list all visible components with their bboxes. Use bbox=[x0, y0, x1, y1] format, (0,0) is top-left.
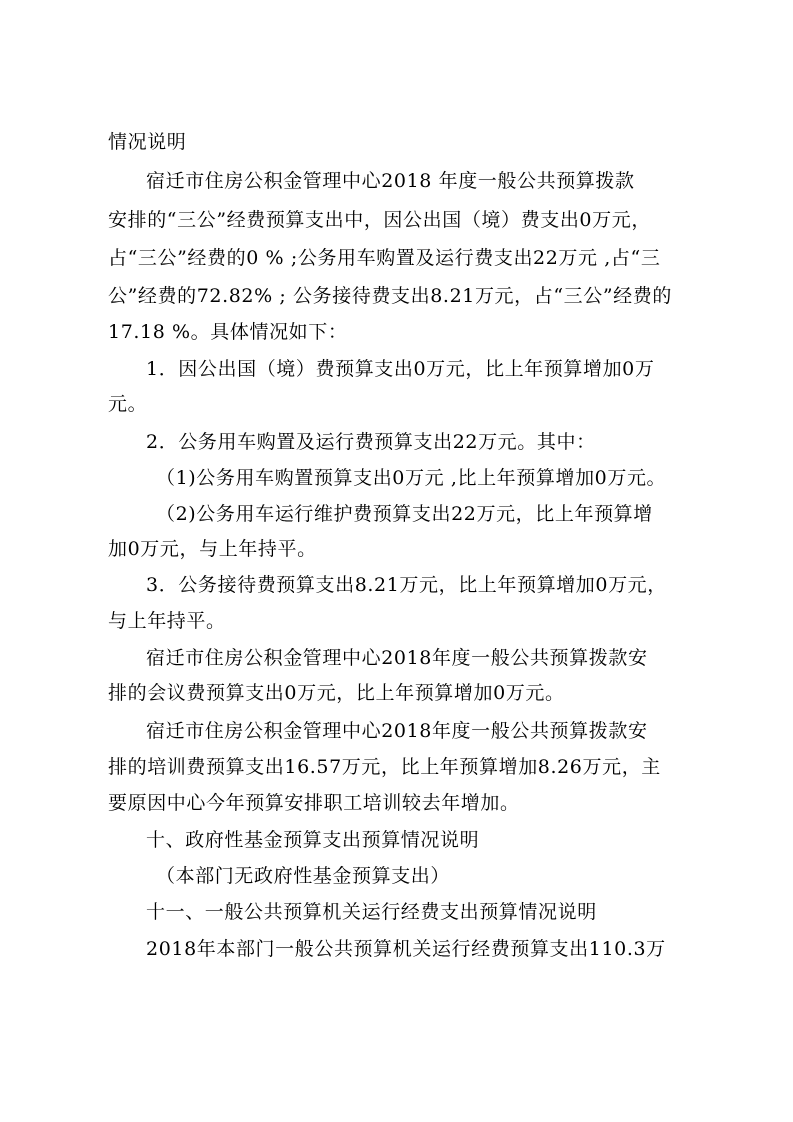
text-line: 要原因中心今年预算安排职工培训较去年增加。 bbox=[108, 792, 520, 814]
text-line: 排的培训费预算支出16.57万元，比上年预算增加8.26万元，主 bbox=[108, 756, 661, 778]
text-line: （1)公务用车购置预算支出0万元 ,比上年预算增加0万元。 bbox=[156, 467, 667, 489]
text-line: （本部门无政府性基金预算支出） bbox=[156, 865, 451, 887]
text-line: 情况说明 bbox=[108, 131, 187, 153]
text-line: 宿迁市住房公积金管理中心2018年度一般公共预算拨款安 bbox=[146, 647, 648, 669]
text-line: 2．公务用车购置及运行费预算支出22万元。其中： bbox=[146, 431, 596, 453]
text-line: 十一、一般公共预算机关运行经费支出预算情况说明 bbox=[146, 901, 597, 923]
text-line: 公”经费的72.82% ; 公务接待费支出8.21万元，占“三公”经费的 bbox=[108, 285, 672, 307]
text-line: 与上年持平。 bbox=[108, 610, 226, 632]
text-line: 宿迁市住房公积金管理中心2018年度一般公共预算拨款安 bbox=[146, 720, 648, 742]
text-line: 3．公务接待费预算支出8.21万元，比上年预算增加0万元， bbox=[146, 574, 667, 596]
text-line: 安排的“三公”经费预算支出中，因公出国（境）费支出0万元， bbox=[108, 209, 651, 231]
text-line: 17.18 %。具体情况如下： bbox=[108, 321, 348, 343]
text-line: 占“三公”经费的0 % ;公务用车购置及运行费支出22万元 ,占“三 bbox=[108, 247, 661, 269]
text-line: 元。 bbox=[108, 393, 148, 415]
text-line: 2018年本部门一般公共预算机关运行经费预算支出110.3万 bbox=[146, 938, 666, 960]
text-line: 宿迁市住房公积金管理中心2018 年度一般公共预算拨款 bbox=[146, 170, 635, 192]
text-line: （2)公务用车运行维护费预算支出22万元，比上年预算增 bbox=[156, 503, 653, 525]
text-line: 排的会议费预算支出0万元，比上年预算增加0万元。 bbox=[108, 682, 565, 704]
text-line: 十、政府性基金预算支出预算情况说明 bbox=[146, 829, 480, 851]
text-line: 加0万元，与上年持平。 bbox=[108, 538, 317, 560]
text-line: 1．因公出国（境）费预算支出0万元，比上年预算增加0万 bbox=[146, 358, 655, 380]
